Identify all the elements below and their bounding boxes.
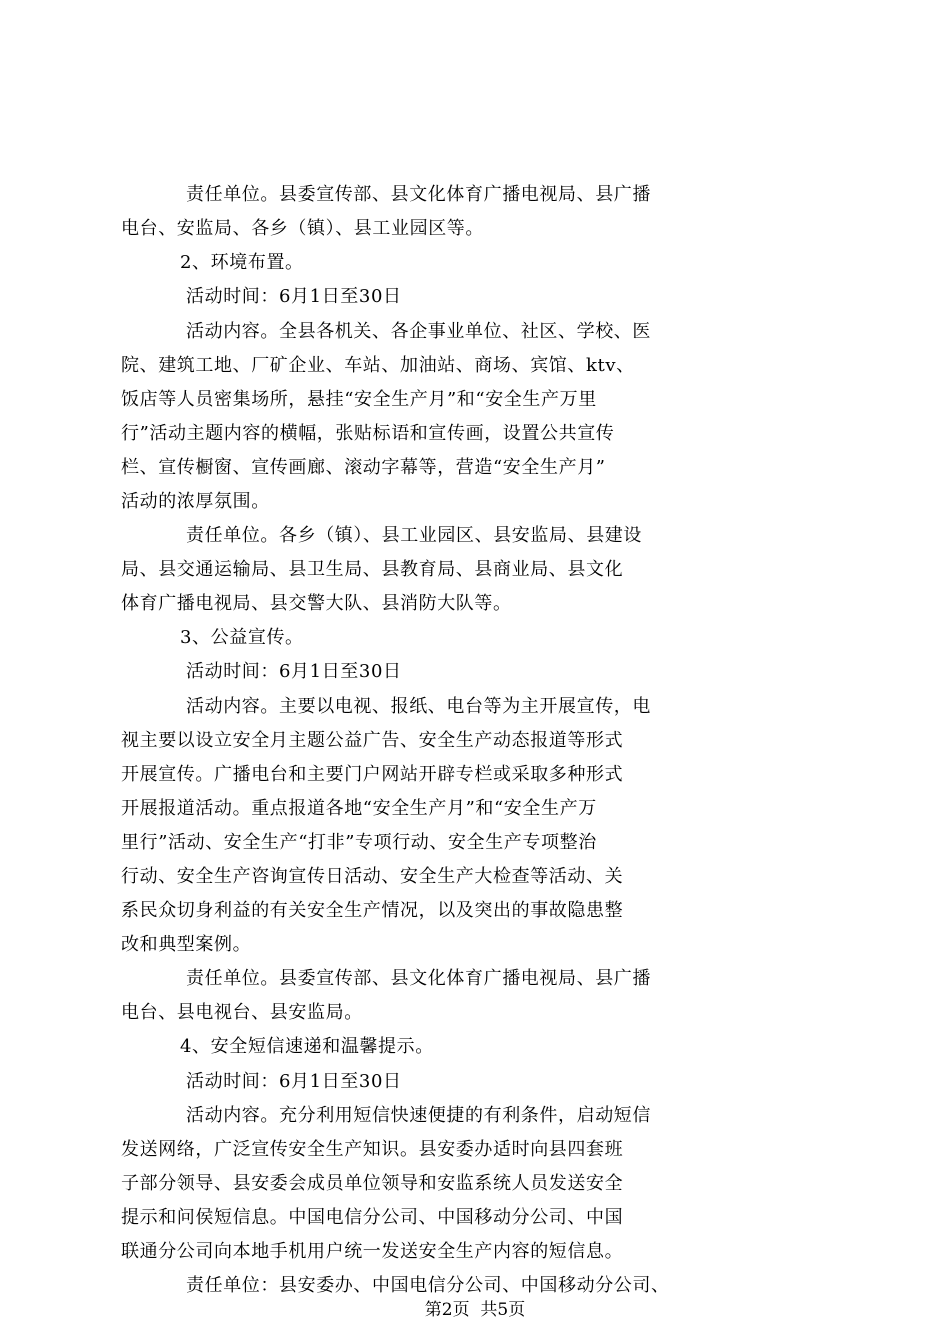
text-line: 局、县交通运输局、县卫生局、县教育局、县商业局、县文化: [121, 559, 624, 580]
text-line: 提示和问侯短信息。中国电信分公司、中国移动分公司、中国: [121, 1207, 624, 1228]
text-line: 责任单位：县安委办、中国电信分公司、中国移动分公司、: [186, 1275, 670, 1296]
text-line: 活动时间：6月1日至30日: [186, 1071, 402, 1092]
text-line: 开展报道活动。重点报道各地“安全生产月”和“安全生产万: [121, 798, 597, 819]
text-line: 子部分领导、县安委会成员单位领导和安监系统人员发送安全: [121, 1173, 624, 1194]
text-line: 联通分公司向本地手机用户统一发送安全生产内容的短信息。: [121, 1241, 624, 1262]
text-line: 栏、宣传橱窗、宣传画廊、滚动字幕等，营造“安全生产月”: [121, 457, 606, 478]
text-line: 改和典型案例。: [121, 934, 252, 955]
text-line: 体育广播电视局、县交警大队、县消防大队等。: [121, 593, 512, 614]
section-heading: 3、公益宣传。: [180, 627, 304, 648]
text-line: 里行”活动、安全生产“打非”专项行动、安全生产专项整治: [121, 832, 597, 853]
text-line: 行动、安全生产咨询宣传日活动、安全生产大检查等活动、关: [121, 866, 624, 887]
text-line: 活动时间：6月1日至30日: [186, 286, 402, 307]
text-line: 活动内容。充分利用短信快速便捷的有利条件，启动短信: [186, 1105, 651, 1126]
text-line: 饭店等人员密集场所，悬挂“安全生产月”和“安全生产万里: [121, 389, 597, 410]
text-line: 责任单位。县委宣传部、县文化体育广播电视局、县广播: [186, 968, 651, 989]
section-heading: 2、环境布置。: [180, 252, 304, 273]
text-line: 院、建筑工地、厂矿企业、车站、加油站、商场、宾馆、ktv、: [121, 355, 635, 376]
text-line: 活动时间：6月1日至30日: [186, 661, 402, 682]
text-line: 开展宣传。广播电台和主要门户网站开辟专栏或采取多种形式: [121, 764, 624, 785]
text-line: 电台、安监局、各乡（镇）、县工业园区等。: [121, 218, 484, 239]
text-line: 行”活动主题内容的横幅，张贴标语和宣传画，设置公共宣传: [121, 423, 615, 444]
page-number: 第2页 共5页: [424, 1300, 526, 1320]
text-line: 活动的浓厚氛围。: [121, 491, 270, 512]
text-line: 电台、县电视台、县安监局。: [121, 1002, 363, 1023]
text-line: 视主要以设立安全月主题公益广告、安全生产动态报道等形式: [121, 730, 624, 751]
text-line: 责任单位。各乡（镇）、县工业园区、县安监局、县建设: [186, 525, 642, 546]
text-line: 责任单位。县委宣传部、县文化体育广播电视局、县广播: [186, 184, 651, 205]
text-line: 系民众切身利益的有关安全生产情况，以及突出的事故隐患整: [121, 900, 624, 921]
text-line: 活动内容。主要以电视、报纸、电台等为主开展宣传，电: [186, 696, 651, 717]
section-heading: 4、安全短信速递和温馨提示。: [180, 1036, 434, 1057]
text-line: 发送网络，广泛宣传安全生产知识。县安委办适时向县四套班: [121, 1139, 624, 1160]
text-line: 活动内容。全县各机关、各企事业单位、社区、学校、医: [186, 321, 651, 342]
